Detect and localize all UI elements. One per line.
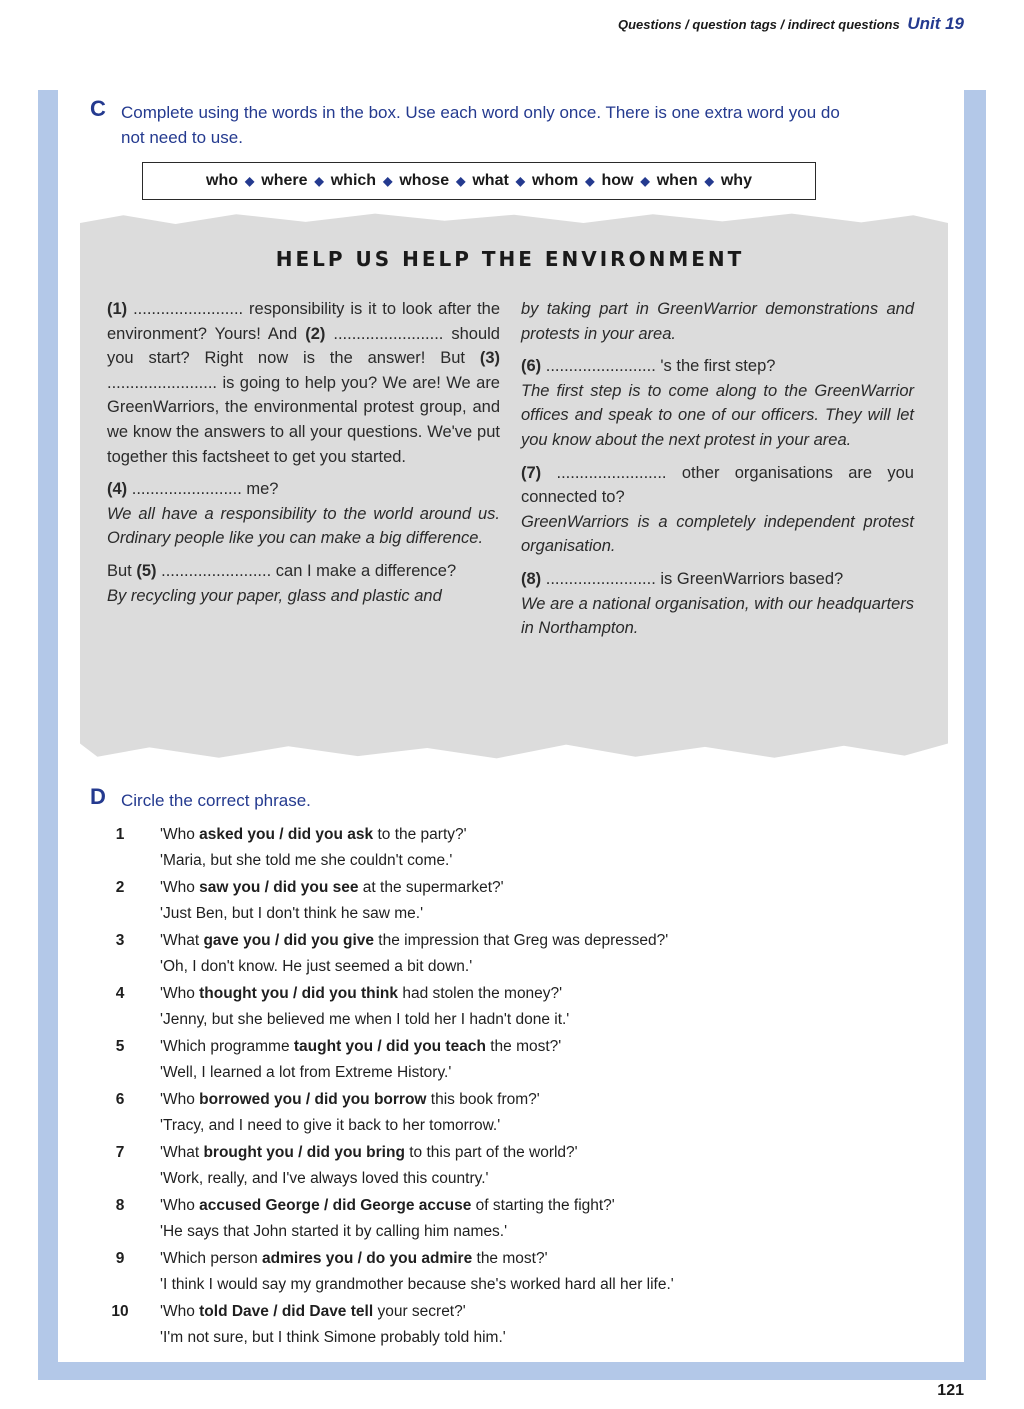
- phrase-choice[interactable]: accused George / did George accuse: [199, 1197, 472, 1214]
- word-option: how: [601, 172, 634, 189]
- list-item: 5 'Which programme taught you / did you teach the most?' 'Well, I learned a lot from Extreme History.': [115, 1038, 562, 1081]
- question-text: 'What brought you / did you bring to this part of the world?': [160, 1144, 578, 1161]
- instruction-line-1: Complete using the words in the box. Use each word only once. There is one extra word you do: [121, 103, 840, 122]
- phrase-choice[interactable]: gave you / did you give: [203, 932, 374, 949]
- list-item: 9 'Which person admires you / do you admire the most?' 'I think I would say my grandmother because she's worked hard all her life.': [115, 1250, 674, 1293]
- answer-text: 'I'm not sure, but I think Simone probably told him.': [160, 1329, 506, 1346]
- article-title: HELP US HELP THE ENVIRONMENT: [275, 247, 745, 271]
- question-4: (4) ........................ me?: [107, 480, 279, 499]
- phrase-choice[interactable]: thought you / did you think: [199, 985, 399, 1002]
- answer-4: We all have a responsibility to the world around us. Ordinary people like you can make a big difference.: [107, 504, 500, 548]
- list-item: 2 'Who saw you / did you see at the supermarket?' 'Just Ben, but I don't think he saw me.': [115, 879, 504, 922]
- instruction-line-2: not need to use.: [121, 128, 243, 147]
- answer-text: 'Tracy, and I need to give it back to her tomorrow.': [160, 1117, 501, 1134]
- gap-7[interactable]: ........................: [556, 463, 667, 482]
- phrase-choice[interactable]: admires you / do you admire: [262, 1250, 473, 1267]
- topic-heading: Questions / question tags / indirect questions: [617, 17, 900, 32]
- word-option: which: [330, 172, 377, 189]
- gap-3[interactable]: ........................: [107, 373, 218, 392]
- list-item: 10 'Who told Dave / did Dave tell your secret?' 'I'm not sure, but I think Simone probably told him.': [111, 1303, 506, 1346]
- gap-8[interactable]: ........................: [545, 569, 656, 588]
- page-number: 121: [937, 1382, 964, 1399]
- question-text: 'Who asked you / did you ask to the party?': [160, 826, 467, 843]
- answer-text: 'Oh, I don't know. He just seemed a bit down.': [160, 958, 473, 975]
- unit-label: Unit 19: [907, 14, 964, 33]
- answer-text: 'Maria, but she told me she couldn't come.': [160, 852, 453, 869]
- exercise-c-instruction: [121, 100, 840, 150]
- question-text: 'What gave you / did you give the impression that Greg was depressed?': [160, 932, 669, 949]
- gap-5[interactable]: ........................: [161, 561, 272, 580]
- question-text: 'Who borrowed you / did you borrow this book from?': [160, 1091, 540, 1108]
- exercise-d-list: [108, 824, 908, 1354]
- word-box: who ◆ where ◆ which ◆ whose ◆ what ◆ whom ◆ how ◆ when ◆ why: [142, 162, 816, 200]
- phrase-choice[interactable]: told Dave / did Dave tell: [199, 1303, 374, 1320]
- word-option: when: [656, 172, 698, 189]
- answer-text: 'Jenny, but she believed me when I told her I hadn't done it.': [160, 1011, 570, 1028]
- gap-4[interactable]: ........................: [131, 480, 242, 499]
- list-item: 7 'What brought you / did you bring to this part of the world?' 'Work, really, and I've always loved this country.': [115, 1144, 578, 1187]
- question-text: 'Which programme taught you / did you teach the most?': [160, 1038, 562, 1055]
- gap-1[interactable]: ........................: [133, 300, 244, 318]
- word-option: what: [472, 172, 509, 189]
- gap-2[interactable]: ........................: [333, 324, 444, 343]
- answer-7: GreenWarriors is a completely independent protest organisation.: [521, 512, 914, 556]
- word-option: why: [720, 172, 752, 189]
- question-text: 'Who accused George / did George accuse of starting the fight?': [160, 1197, 615, 1214]
- answer-8: We are a national organisation, with our headquarters in Northampton.: [521, 594, 914, 638]
- list-item: 6 'Who borrowed you / did you borrow this book from?' 'Tracy, and I need to give it back to her tomorrow.': [115, 1091, 540, 1134]
- answer-text: 'Just Ben, but I don't think he saw me.': [160, 905, 424, 922]
- gap-6[interactable]: ........................: [545, 357, 656, 376]
- question-text: 'Who thought you / did you think had stolen the money?': [160, 985, 563, 1002]
- question-6: (6) ........................ 's the first step?: [521, 357, 776, 376]
- question-text: 'Which person admires you / do you admire the most?': [160, 1250, 548, 1267]
- intro-paragraph: (1) ........................ responsibility is it to look after the environment? Yours! And (2) ........................ should you start? Right now is the answer! But (3) ........................ is going to help you? We are! We are GreenWarriors, the environmental protest group, and we know the answers to all your questions. We've put together this factsheet to get you started.: [107, 300, 501, 466]
- list-item: 4 'Who thought you / did you think had stolen the money?' 'Jenny, but she believed me when I told her I hadn't done it.': [115, 985, 570, 1028]
- question-8: (8) ........................ is GreenWarriors based?: [521, 569, 844, 588]
- answer-5-part-2: by taking part in GreenWarrior demonstrations and protests in your area.: [521, 300, 914, 343]
- exercise-c-letter: C: [90, 96, 106, 121]
- question-text: 'Who saw you / did you see at the supermarket?': [160, 879, 504, 896]
- question-5: But (5) ........................ can I make a difference?: [107, 561, 457, 580]
- answer-6: The first step is to come along to the GreenWarrior offices and speak to one of our officers. They will let you know about the next protest in your area.: [521, 381, 914, 449]
- phrase-choice[interactable]: taught you / did you teach: [293, 1038, 486, 1055]
- list-item: 1 'Who asked you / did you ask to the party?' 'Maria, but she told me she couldn't come.': [115, 826, 467, 869]
- list-item: 8 'Who accused George / did George accuse of starting the fight?' 'He says that John started it by calling him names.': [115, 1197, 615, 1240]
- article-column-right: [521, 297, 914, 649]
- word-option: where: [261, 172, 308, 189]
- word-option: whom: [532, 172, 579, 189]
- phrase-choice[interactable]: borrowed you / did you borrow: [199, 1091, 427, 1108]
- answer-5-part-1: By recycling your paper, glass and plastic and: [107, 586, 442, 605]
- running-head: [618, 14, 964, 34]
- list-item: 3 'What gave you / did you give the impression that Greg was depressed?' 'Oh, I don't know. He just seemed a bit down.': [115, 932, 669, 975]
- phrase-choice[interactable]: saw you / did you see: [199, 879, 359, 896]
- answer-text: 'Well, I learned a lot from Extreme History.': [160, 1064, 452, 1081]
- question-text: 'Who told Dave / did Dave tell your secret?': [160, 1303, 466, 1320]
- word-option: whose: [399, 172, 450, 189]
- question-7: (7) ........................ other organisations are you connected to?: [521, 463, 914, 507]
- answer-text: 'He says that John started it by calling him names.': [160, 1223, 508, 1240]
- phrase-choice[interactable]: asked you / did you ask: [199, 826, 374, 843]
- answer-text: 'Work, really, and I've always loved this country.': [160, 1170, 489, 1187]
- exercise-d-letter: D: [90, 784, 106, 809]
- exercise-d-instruction: Circle the correct phrase.: [121, 791, 311, 810]
- word-option: who: [206, 172, 239, 189]
- answer-text: 'I think I would say my grandmother because she's worked hard all her life.': [160, 1276, 674, 1293]
- article-column-left: [107, 297, 500, 616]
- phrase-choice[interactable]: brought you / did you bring: [203, 1144, 405, 1161]
